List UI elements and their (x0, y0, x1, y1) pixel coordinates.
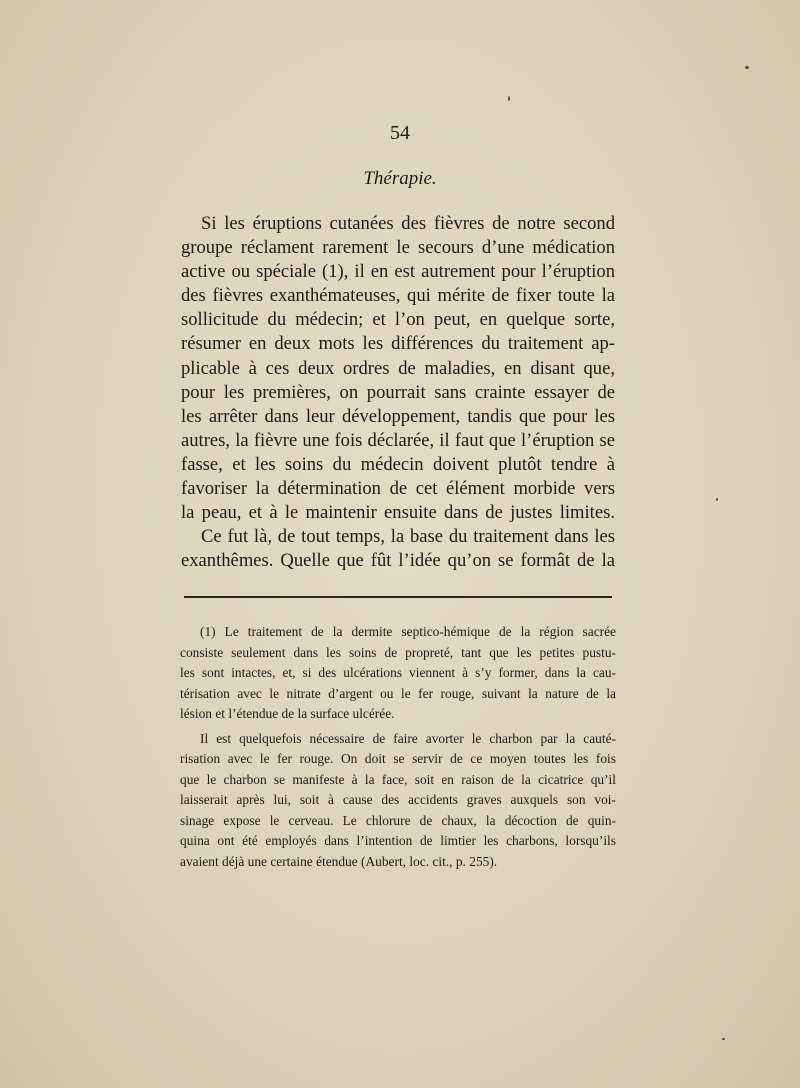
footnote-line: laisserait après lui, soit à cause des accidents graves auxquels son voi- (180, 792, 616, 807)
footnote-line: consiste seulement dans les soins de propreté, tant que les petites pustu- (180, 644, 616, 660)
section-title: Thérapie. (363, 168, 437, 189)
main-line: active ou spéciale (1), il en est autrement pour l’éruption (181, 261, 615, 283)
main-line: les arrêter dans leur développement, tandis que pour les (181, 405, 615, 427)
main-line: autres, la fièvre une fois déclarée, il faut que l’éruption se (181, 429, 615, 451)
main-line: exanthêmes. Quelle que fût l’idée qu’on se formât de la (181, 550, 615, 572)
footnote-line: risation avec le fer rouge. On doit se servir de ce moyen toutes les fois (180, 751, 616, 766)
footnote-line: quina ont été employés dans l’intention de limtier les charbons, lorsqu’ils (180, 833, 616, 848)
footnote-line: lésion et l’étendue de la surface ulcérée. (180, 706, 395, 721)
main-line: résumer en deux mots les différences du traitement ap- (181, 333, 615, 355)
main-line: pour les premières, on pourrait sans crainte essayer de (181, 381, 615, 403)
paper-speck (716, 498, 718, 501)
paper-speck (722, 1038, 725, 1040)
main-line: la peau, et à le maintenir ensuite dans de justes limites. (181, 502, 615, 524)
main-line: des fièvres exanthémateuses, qui mérite de fixer toute la (181, 285, 615, 307)
footnote-line: avaient déjà une certaine étendue (Aubert, loc. cit., p. 255). (180, 853, 498, 869)
paper-speck (508, 96, 510, 101)
footnote-separator-rule (184, 596, 612, 598)
main-line: favoriser la détermination de cet élément morbide vers (181, 478, 615, 500)
footnote-line: térisation avec le nitrate d’argent ou le fer rouge, suivant la nature de la (180, 685, 616, 701)
main-line: Si les éruptions cutanées des fièvres de notre second (201, 213, 615, 234)
page-number: 54 (390, 122, 410, 144)
main-line: Ce fut là, de tout temps, la base du traitement dans les (201, 526, 615, 548)
footnote-line: les sont intactes, et, si des ulcérations viennent à s’y former, dans la cau- (180, 665, 616, 680)
main-line: groupe réclament rarement le secours d’une médication (181, 237, 615, 259)
main-line: plicable à ces deux ordres de maladies, en disant que, (181, 357, 615, 379)
main-line: sollicitude du médecin; et l’on peut, en quelque sorte, (181, 309, 615, 331)
footnote-line: que le charbon se manifeste à la face, soit en raison de la cicatrice qu’il (180, 771, 616, 787)
footnote-line: Il est quelquefois nécessaire de faire avorter le charbon par la cauté- (200, 730, 616, 746)
footnote-line: sinage expose le cerveau. Le chlorure de chaux, la décoction de quin- (180, 812, 616, 828)
footnote-line: (1) Le traitement de la dermite septico-hémique de la région sacrée (200, 624, 616, 639)
paper-speck (745, 66, 749, 69)
main-line: fasse, et les soins du médecin doivent plutôt tendre à (181, 453, 615, 475)
main-text (181, 212, 615, 573)
footnotes (180, 622, 616, 872)
